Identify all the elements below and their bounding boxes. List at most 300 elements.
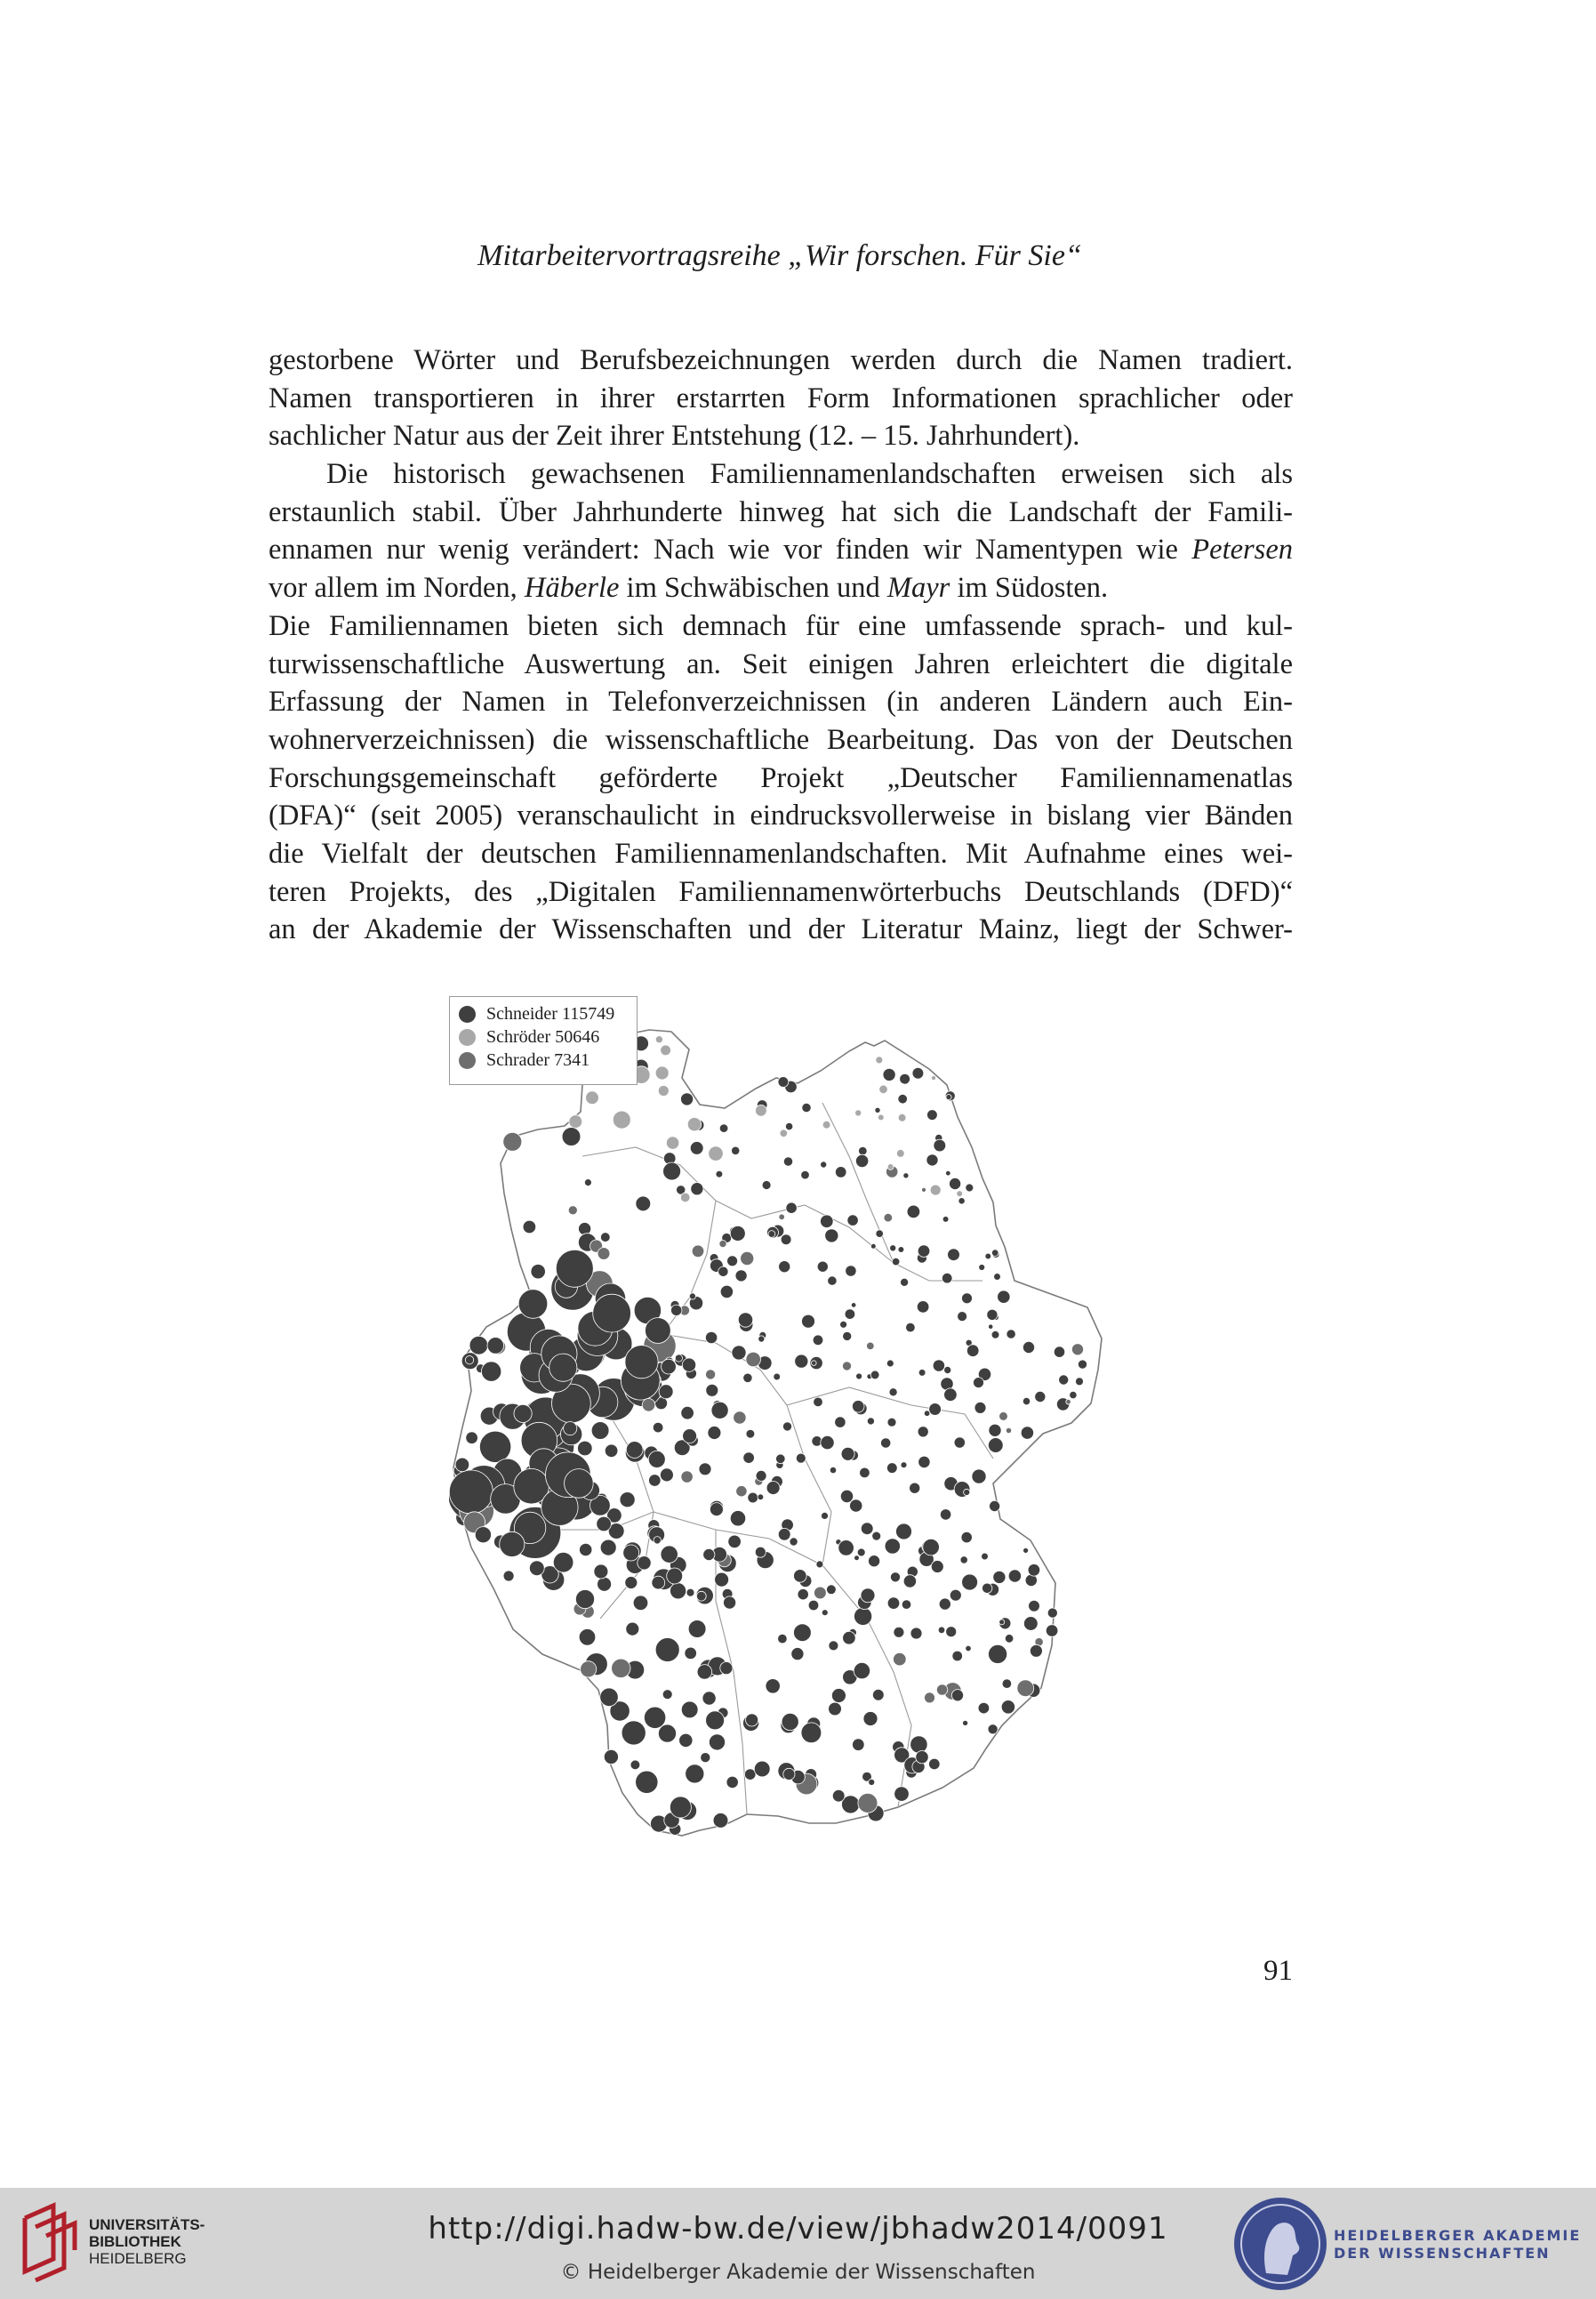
text-line xyxy=(269,569,1293,607)
digitization-footer xyxy=(0,2188,1596,2299)
map-data-point xyxy=(829,1641,838,1651)
map-data-point xyxy=(688,1620,706,1638)
map-data-point xyxy=(466,1432,478,1444)
map-data-point xyxy=(939,1598,950,1610)
map-data-point xyxy=(756,1470,766,1481)
map-data-point xyxy=(449,1470,493,1514)
map-data-point xyxy=(989,1424,1001,1436)
surname-distribution-map xyxy=(449,996,1107,1894)
map-data-point xyxy=(958,1198,965,1204)
map-data-point xyxy=(922,1187,926,1192)
map-data-point xyxy=(1046,1625,1058,1637)
map-data-point xyxy=(605,1444,618,1458)
map-data-point xyxy=(1023,1397,1030,1404)
map-data-point xyxy=(636,1196,651,1211)
map-data-point xyxy=(958,1312,967,1322)
map-data-point xyxy=(626,1442,643,1459)
map-data-point xyxy=(886,1360,894,1367)
map-data-point xyxy=(974,1402,986,1413)
map-data-point xyxy=(942,1273,952,1283)
map-data-point xyxy=(1066,1399,1071,1404)
map-data-point xyxy=(686,1588,694,1596)
ub-line: UNIVERSITÄTS- xyxy=(89,2216,205,2233)
ub-line: BIBLIOTHEK xyxy=(89,2233,181,2250)
map-data-point xyxy=(822,1610,828,1616)
map-data-point xyxy=(779,1214,785,1220)
map-data-point xyxy=(910,1483,920,1493)
map-data-point xyxy=(991,1330,999,1338)
map-data-point xyxy=(863,1712,878,1726)
map-data-point xyxy=(1023,1547,1029,1553)
map-data-point xyxy=(667,1568,683,1584)
map-data-point xyxy=(918,1456,930,1467)
map-data-point xyxy=(620,1492,635,1507)
map-data-point xyxy=(883,1068,895,1081)
map-data-point xyxy=(886,1463,897,1474)
running-head: Mitarbeitervortragsreihe „Wir forschen. Für Sie“ xyxy=(477,239,1082,272)
map-data-point xyxy=(929,1758,941,1770)
map-data-point xyxy=(600,1688,619,1707)
name-example-petersen: Petersen xyxy=(1191,534,1293,567)
map-data-point xyxy=(972,1469,986,1483)
map-data-point xyxy=(564,1422,577,1435)
map-data-point xyxy=(597,1516,612,1531)
map-data-point xyxy=(734,1411,746,1424)
map-data-point xyxy=(875,1107,880,1113)
map-data-point xyxy=(918,1245,930,1258)
map-data-point xyxy=(795,1354,808,1368)
map-data-point xyxy=(1007,1330,1015,1338)
map-data-point xyxy=(1029,1600,1040,1612)
map-data-point xyxy=(503,1132,522,1151)
map-data-point xyxy=(898,1094,908,1104)
map-data-point xyxy=(549,1354,577,1381)
map-data-point xyxy=(1001,1700,1015,1714)
map-data-point xyxy=(746,1714,758,1726)
hadw-wordmark xyxy=(1334,2227,1581,2263)
map-data-point xyxy=(896,1523,912,1539)
text-line: Die historisch gewachsenen Familiennamenlandschaften erweisen sich als xyxy=(326,458,1293,491)
map-data-point xyxy=(988,1438,1003,1453)
map-data-point xyxy=(514,1404,532,1422)
map-data-point xyxy=(597,1577,612,1591)
map-data-point xyxy=(469,1336,488,1354)
map-data-point xyxy=(821,1435,834,1449)
map-data-point xyxy=(679,1733,693,1747)
name-example-mayr: Mayr xyxy=(886,572,950,605)
map-data-point xyxy=(1076,1378,1084,1386)
map-data-point xyxy=(662,1359,677,1374)
map-data-point xyxy=(578,1441,593,1456)
map-data-point xyxy=(869,1779,875,1785)
map-data-point xyxy=(902,1600,911,1610)
text-line: gestorbene Wörter und Berufsbezeichnungen werden durch die Namen tradiert. xyxy=(269,344,1293,376)
map-data-point xyxy=(644,1707,665,1728)
text-line: Erfassung der Namen in Telefonverzeichnissen (in anderen Ländern auch Ein- xyxy=(269,686,1293,719)
map-data-point xyxy=(638,1556,651,1570)
map-data-point xyxy=(741,1251,754,1265)
map-data-point xyxy=(762,1181,771,1190)
map-data-point xyxy=(705,1331,717,1343)
map-data-point xyxy=(814,1587,827,1599)
map-data-point xyxy=(479,1431,510,1462)
map-data-point xyxy=(954,1437,965,1448)
map-data-point xyxy=(985,1253,991,1259)
map-data-point xyxy=(500,1531,525,1556)
map-data-point xyxy=(701,1753,710,1763)
copyright-notice: © Heidelberger Akademie der Wissenschaften xyxy=(560,2261,1036,2284)
map-data-point xyxy=(600,1233,610,1242)
map-data-point xyxy=(655,1638,679,1662)
map-data-point xyxy=(1002,1679,1012,1689)
map-data-point xyxy=(581,1661,597,1677)
map-data-point xyxy=(907,1205,920,1218)
map-data-point xyxy=(989,1644,1007,1663)
map-data-point xyxy=(713,1813,728,1829)
map-data-point xyxy=(658,1086,669,1097)
map-data-point xyxy=(719,1240,726,1247)
map-data-point xyxy=(633,1596,648,1611)
map-data-point xyxy=(966,1345,979,1357)
map-data-point xyxy=(846,1266,856,1276)
map-data-point xyxy=(966,1645,972,1652)
map-data-point xyxy=(738,1313,752,1327)
map-data-point xyxy=(766,1482,780,1495)
legend-swatch xyxy=(459,1052,476,1069)
map-data-point xyxy=(887,1418,896,1427)
map-data-point xyxy=(831,1689,846,1703)
map-data-point xyxy=(593,1294,631,1332)
map-data-point xyxy=(736,1486,747,1497)
map-data-point xyxy=(876,1230,884,1238)
map-data-point xyxy=(910,1628,922,1639)
map-data-point xyxy=(730,1226,745,1241)
map-data-point xyxy=(930,1185,941,1195)
map-data-point xyxy=(964,1489,970,1495)
map-data-point xyxy=(859,1146,868,1155)
map-data-point xyxy=(776,1454,786,1464)
map-data-point xyxy=(906,1322,916,1332)
legend-label: Schneider 115749 xyxy=(486,1003,615,1024)
map-data-point xyxy=(748,1492,758,1503)
text-line: die Vielfalt der deutschen Familiennamenlandschaften. Mit Aufnahme eines wei- xyxy=(269,837,1293,870)
map-data-point xyxy=(884,1213,893,1222)
map-data-point xyxy=(790,1538,798,1546)
hadw-seal-icon xyxy=(1231,2195,1330,2293)
map-data-point xyxy=(946,1627,957,1637)
map-data-point xyxy=(597,1248,610,1260)
map-data-point xyxy=(887,1597,900,1610)
map-data-point xyxy=(716,1170,723,1178)
map-data-point xyxy=(843,1631,856,1644)
map-data-point xyxy=(732,1146,740,1154)
map-data-point xyxy=(655,1066,669,1080)
map-data-point xyxy=(523,1220,536,1234)
map-data-point xyxy=(858,1793,878,1813)
map-data-point xyxy=(754,1761,770,1777)
map-data-point xyxy=(689,1293,695,1299)
map-data-point xyxy=(994,1274,1001,1281)
map-data-point xyxy=(843,1331,852,1340)
map-data-point xyxy=(1059,1375,1069,1385)
map-data-point xyxy=(802,1103,811,1112)
map-data-point xyxy=(929,1403,942,1416)
text-line xyxy=(269,531,1293,569)
map-data-point xyxy=(894,1787,910,1802)
map-data-point xyxy=(680,1193,690,1202)
text-line: erstaunlich stabil. Über Jahrhunderte hinweg hat sich die Landschaft der Famili- xyxy=(269,495,1293,528)
map-data-point xyxy=(575,1590,594,1609)
map-data-point xyxy=(867,1342,875,1350)
map-data-point xyxy=(872,1531,881,1540)
map-data-point xyxy=(944,1388,958,1402)
page-number: 91 xyxy=(1263,1955,1293,1987)
map-data-point xyxy=(730,1511,745,1526)
map-data-point xyxy=(982,1583,992,1593)
text-line: Namen transportieren in ihrer erstarrten Form Informationen sprachlicher oder xyxy=(269,382,1293,414)
map-data-point xyxy=(465,1356,473,1364)
map-data-point xyxy=(746,1352,761,1367)
map-legend xyxy=(449,996,638,1085)
map-data-point xyxy=(832,1789,845,1802)
text-fragment: im Schwäbischen und xyxy=(619,572,887,605)
text-line: Die Familiennamen bieten sich demnach für eine umfassende sprach- und kul- xyxy=(269,609,1293,642)
map-data-point xyxy=(613,1111,630,1129)
map-data-point xyxy=(896,1150,904,1158)
map-data-point xyxy=(993,1571,1006,1583)
map-data-point xyxy=(625,1577,638,1589)
map-data-point xyxy=(840,1321,847,1328)
map-data-point xyxy=(600,1539,616,1555)
map-data-point xyxy=(999,1412,1008,1421)
map-data-point xyxy=(612,1659,630,1677)
map-data-point xyxy=(586,1091,599,1105)
map-data-point xyxy=(801,1723,822,1743)
map-data-point xyxy=(681,1406,694,1419)
map-data-point xyxy=(861,1523,873,1535)
map-data-point xyxy=(890,1245,896,1251)
map-data-point xyxy=(580,1543,592,1555)
map-data-point xyxy=(781,1234,791,1245)
map-data-point xyxy=(990,1500,1000,1511)
map-data-point xyxy=(892,1258,900,1266)
map-data-point xyxy=(944,1366,951,1373)
map-data-point xyxy=(910,1736,927,1753)
map-data-point xyxy=(681,1471,693,1483)
map-data-point xyxy=(1070,1391,1077,1398)
map-data-point xyxy=(709,1146,724,1162)
legend-item-schrader xyxy=(459,1049,637,1072)
map-data-point xyxy=(591,1422,609,1440)
map-data-point xyxy=(727,1256,738,1266)
map-data-point xyxy=(648,1451,665,1467)
map-data-point xyxy=(690,1142,703,1155)
map-data-point xyxy=(869,1555,880,1567)
map-data-point xyxy=(691,1183,703,1195)
hadw-line: HEIDELBERGER AKADEMIE xyxy=(1334,2227,1582,2244)
map-data-point xyxy=(950,1178,961,1189)
map-data-point xyxy=(652,1576,665,1589)
text-line: wohnerverzeichnissen) die wissenschaftliche Bearbeitung. Das von der Deutschen xyxy=(269,723,1293,756)
map-data-point xyxy=(1021,1427,1033,1439)
map-data-point xyxy=(1047,1608,1057,1618)
map-data-point xyxy=(974,1378,984,1388)
text-fragment: vor allem im Norden, xyxy=(269,572,525,605)
map-data-point xyxy=(988,1724,998,1734)
map-data-point xyxy=(934,1139,946,1152)
map-data-point xyxy=(706,1384,718,1396)
map-data-point xyxy=(779,1261,790,1273)
legend-swatch xyxy=(459,1029,476,1046)
map-data-point xyxy=(901,1278,909,1286)
map-data-point xyxy=(802,1314,815,1328)
map-data-point xyxy=(918,1370,926,1377)
map-data-point xyxy=(659,1385,673,1399)
map-data-point xyxy=(852,1401,864,1413)
map-data-point xyxy=(926,1154,938,1166)
map-data-point xyxy=(1006,1427,1011,1433)
map-data-point xyxy=(982,1553,989,1560)
permalink-url[interactable]: http://digi.hadw-bw.de/view/jbhadw2014/0091 xyxy=(428,2211,1168,2247)
map-data-point xyxy=(649,1475,662,1487)
map-data-point xyxy=(851,1303,856,1308)
body-text xyxy=(269,342,1293,949)
map-data-point xyxy=(835,1167,846,1178)
map-data-point xyxy=(847,1215,858,1226)
map-data-point xyxy=(663,1162,681,1180)
map-data-point xyxy=(856,1373,862,1379)
map-data-point xyxy=(898,1247,904,1253)
map-data-point xyxy=(568,1206,577,1215)
map-data-point xyxy=(917,1301,929,1314)
map-data-point xyxy=(715,1572,729,1587)
map-data-point xyxy=(682,1358,695,1371)
map-data-point xyxy=(755,1547,766,1557)
map-data-point xyxy=(890,1572,900,1582)
map-data-point xyxy=(681,1093,694,1105)
map-data-point xyxy=(1017,1680,1034,1697)
map-data-point xyxy=(711,1402,728,1419)
map-data-point xyxy=(918,1427,928,1437)
map-data-point xyxy=(948,1249,960,1261)
text-line: sachlicher Natur aus der Zeit ihrer Entstehung (12. – 15. Jahrhundert). xyxy=(269,420,1080,453)
map-data-point xyxy=(989,1324,993,1329)
map-data-point xyxy=(718,1266,728,1276)
map-data-point xyxy=(481,1362,501,1381)
map-data-point xyxy=(828,1276,837,1285)
map-data-point xyxy=(825,1229,838,1242)
map-data-point xyxy=(963,1720,968,1725)
hadw-line: DER WISSENSCHAFTEN xyxy=(1334,2245,1551,2262)
map-data-point xyxy=(671,1305,682,1315)
map-data-point xyxy=(855,1110,862,1116)
map-data-point xyxy=(894,1627,904,1637)
map-data-point xyxy=(903,1575,916,1588)
map-data-point xyxy=(696,1591,706,1601)
map-data-point xyxy=(565,1469,594,1499)
map-data-point xyxy=(758,1494,764,1500)
map-data-point xyxy=(1023,1341,1034,1353)
map-data-point xyxy=(991,1250,999,1257)
map-data-point xyxy=(876,1057,883,1064)
map-data-point xyxy=(894,1652,907,1666)
map-data-point xyxy=(814,1397,823,1407)
map-data-point xyxy=(556,1250,593,1287)
map-data-point xyxy=(675,1354,682,1362)
map-data-point xyxy=(854,1555,860,1561)
map-data-point xyxy=(879,1085,888,1094)
map-data-point xyxy=(817,1261,828,1272)
map-data-point xyxy=(503,1571,514,1581)
map-data-point xyxy=(845,1309,855,1320)
map-data-point xyxy=(732,1346,746,1360)
map-data-point xyxy=(854,1662,870,1678)
map-data-point xyxy=(951,1690,963,1701)
map-data-point xyxy=(870,1371,879,1379)
map-data-point xyxy=(816,1561,823,1568)
map-data-point xyxy=(706,1711,725,1730)
map-data-point xyxy=(821,1162,827,1168)
map-data-point xyxy=(961,1531,972,1542)
map-data-point xyxy=(867,1418,874,1425)
map-data-point xyxy=(1030,1644,1042,1657)
map-data-point xyxy=(912,1067,924,1079)
map-data-point xyxy=(778,1077,789,1088)
map-data-point xyxy=(626,1622,639,1636)
map-data-point xyxy=(978,1702,990,1714)
map-data-point xyxy=(925,1692,935,1703)
map-data-point xyxy=(798,1589,808,1600)
map-data-point xyxy=(666,1137,678,1149)
map-data-point xyxy=(1008,1570,1021,1582)
map-data-point xyxy=(853,1739,865,1751)
map-data-point xyxy=(786,1202,797,1213)
map-data-point xyxy=(728,1535,742,1548)
map-data-point xyxy=(841,1447,854,1460)
map-data-point xyxy=(783,1157,792,1166)
map-data-point xyxy=(660,1468,673,1482)
map-data-point xyxy=(901,1462,907,1468)
map-data-point xyxy=(946,1170,951,1176)
map-data-point xyxy=(794,1624,812,1642)
text-line: (DFA)“ (seit 2005) veranschaulicht in eindrucksvollerweise in bislang vier Bänden xyxy=(269,800,1293,832)
map-data-point xyxy=(946,1095,951,1100)
map-data-point xyxy=(706,1370,716,1379)
map-data-point xyxy=(887,1164,894,1170)
map-data-point xyxy=(699,1463,711,1475)
map-data-point xyxy=(455,1458,469,1472)
map-data-point xyxy=(812,1361,817,1366)
map-data-point xyxy=(878,1114,884,1121)
map-data-point xyxy=(987,1309,998,1320)
name-example-haeberle: Häberle xyxy=(524,572,620,605)
map-data-point xyxy=(962,1293,973,1304)
legend-label: Schröder 50646 xyxy=(486,1026,600,1047)
map-data-point xyxy=(813,1335,823,1346)
map-data-point xyxy=(670,1797,691,1818)
map-data-point xyxy=(827,1585,837,1595)
map-data-point xyxy=(531,1265,545,1279)
map-data-point xyxy=(630,1760,640,1770)
text-line: an der Akademie der Wissenschaften und der Literatur Mainz, liegt der Schwer- xyxy=(269,913,1293,946)
map-data-point xyxy=(857,1548,865,1556)
legend-item-schneider xyxy=(459,1002,637,1025)
map-data-point xyxy=(766,1679,780,1693)
map-data-point xyxy=(881,1438,891,1448)
map-data-point xyxy=(830,1467,836,1473)
map-data-point xyxy=(653,1422,663,1433)
legend-swatch xyxy=(459,1006,476,1023)
